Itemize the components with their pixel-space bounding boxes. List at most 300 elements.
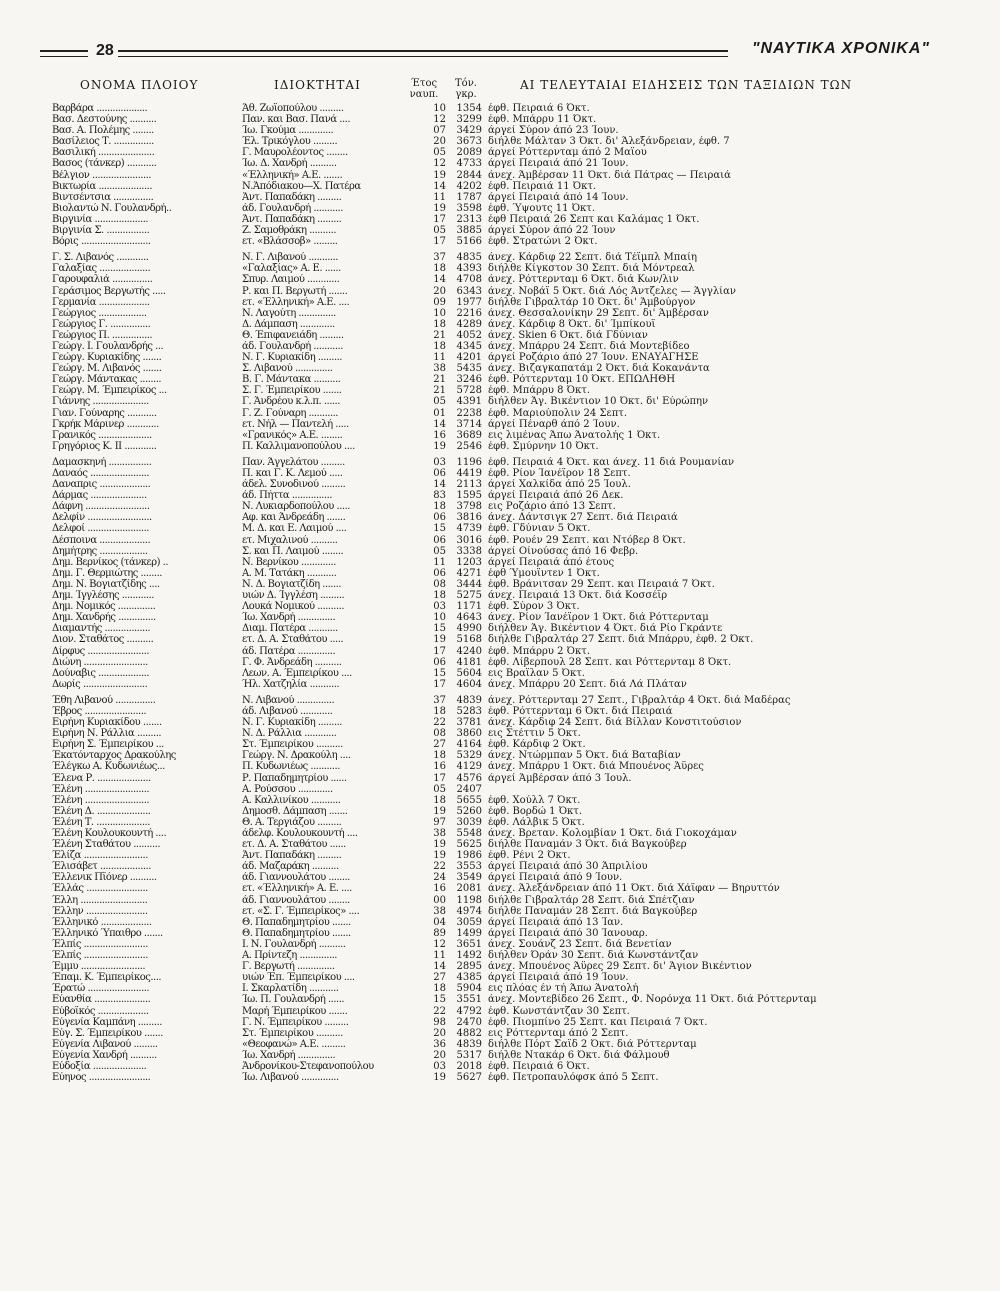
owner-name: Ν. Δ. Βογιατζίδη ....... [242,578,342,590]
table-row [52,341,952,352]
latest-news: έφθ. Σύρον 3 Όκτ. [488,601,580,613]
gross-tonnage: 5166 [456,236,482,248]
build-year: 20 [433,285,446,297]
latest-news: άργεί Ροζάριο άπό 27 Ίουν. ΕΝΑΥΑΓΗΣΕ [488,352,699,364]
build-year: 24 [433,872,446,884]
owner-name: Σπυρ. Λαιμού ............ [242,274,340,286]
build-year: 15 [433,523,446,535]
gross-tonnage: 3714 [456,418,482,430]
build-year: 19 [433,202,446,214]
gross-tonnage: 2546 [456,440,482,452]
build-year: 17 [433,645,446,657]
table-row [52,419,952,430]
owner-name: Θ. Έπιφανειάδη ......... [242,329,344,341]
latest-news: εις Ροζάριο άπό 13 Σεπτ. [488,501,616,513]
table-row [52,994,952,1005]
build-year: 06 [433,656,446,668]
table-row [52,181,952,192]
table-row [52,408,952,419]
build-year: 21 [433,374,446,386]
latest-news: έφθ. Ρουέν 29 Σεπτ. και Ντόβερ 8 Όκτ. [488,534,686,546]
owner-name: Π. και Γ. Κ. Λεμού ..... [242,468,343,479]
build-year: 10 [433,307,446,319]
gross-tonnage: 2895 [456,961,482,973]
gross-tonnage: 4385 [456,972,482,984]
latest-news: έφθ. Στρατώνι 2 Όκτ. [488,236,598,248]
ship-name: Ειρήνη Κυριακίδου ....... [52,717,162,729]
ship-name: Έλπίς ........................ [52,950,148,962]
build-year: 17 [433,772,446,784]
build-year: 11 [433,352,446,364]
owner-name: Λουκά Νομικού .......... [242,601,345,613]
latest-news: άργεί Πειραιά άπό 30 Άπριλίου [488,861,648,873]
ship-name: Δίρφυς ....................... [52,645,149,657]
build-year: 20 [433,136,446,148]
ship-name: Έρατώ ....................... [52,983,150,995]
ship-name: Εύδοξία .................... [52,1060,147,1072]
build-year: 19 [433,805,446,817]
build-year: 22 [433,717,446,729]
ship-name: Δελφοί ....................... [52,523,149,535]
gross-tonnage: 4974 [456,905,482,917]
ship-name: Έλενα Ρ. .................... [52,772,151,784]
table-row [52,490,952,501]
ship-name: Έλλενικ Πϊόνερ .......... [52,872,157,884]
latest-news: διήλθεν Όράν 30 Σεπτ. διά Κωνστάντζαν [488,950,699,962]
ship-name: Δαναπρις ................... [52,479,151,491]
owner-name: «Θεοφανώ» Α.Ε. ......... [242,1038,346,1050]
table-row [52,170,952,181]
ship-name: Εύγενία Καμπάνη ......... [52,1016,162,1028]
gross-tonnage: 2216 [456,307,482,319]
latest-news: έφθ. Ρένι 2 Όκτ. [488,850,571,862]
build-year: 22 [433,1005,446,1017]
latest-news: διήλθε Κίγκστον 30 Σεπτ. διά Μόντρεαλ [488,263,695,275]
latest-news: έφθ Πειραιά 26 Σεπτ και Καλάμας 1 Όκτ. [488,213,700,225]
latest-news: έφθ. Ρόττερνταμ 6 Όκτ. διά Πειραιά [488,705,673,717]
build-year: 10 [433,612,446,624]
table-row [52,297,952,308]
gross-tonnage: 1499 [456,927,482,939]
build-year: 19 [433,1072,446,1084]
ship-name: Δαναός ...................... [52,468,150,479]
latest-news: έφθ. Γδύνιαν 5 Όκτ. [488,523,591,535]
owner-name: Ν. Γ. Κυριακίδη ......... [242,717,342,729]
table-row [52,850,952,861]
latest-news: άργεί Χαλκίδα άπό 25 Ίουλ. [488,479,631,491]
gross-tonnage: 4576 [456,772,482,784]
gross-tonnage: 3651 [456,938,482,950]
build-year: 12 [433,158,446,170]
owner-name: Μ. Δ. και Ε. Λαιμού .... [242,523,347,535]
table-row [52,535,952,546]
owner-name: Ν. Λιβανού .............. [242,694,335,706]
gross-tonnage: 1196 [456,456,482,468]
build-year: 08 [433,728,446,740]
ship-name: Δελφίν ........................ [52,512,152,524]
ship-name: Γκρήκ Μάρινερ ............ [52,418,159,430]
latest-news: διήλθε Πόρτ Σαΐδ 2 Όκτ. διά Ρόττερνταμ [488,1038,697,1050]
owner-name: Δημοσθ. Δάμπαση ....... [242,805,348,817]
owner-name: Ν. Γ. Λιβανού ........... [242,252,338,264]
owner-name: Σ. Γ. Έμπειρίκου ....... [242,385,342,397]
owner-name: Ίω. Χανδρή .............. [242,1049,336,1061]
owner-name: άδελφ. Κουλουκουντή .... [242,828,358,839]
gross-tonnage: 4129 [456,761,482,773]
latest-news: έφθ. Κάρδιφ 2 Όκτ. [488,739,586,751]
latest-news: διήλθε Γιβραλτάρ 27 Σεπτ. διά Μπάρρυ, έφθ. 2 Όκτ. [488,634,754,646]
gross-tonnage: 4289 [456,318,482,330]
owner-name: Άντ. Παπαδάκη ......... [242,213,342,225]
table-row [52,252,952,263]
owner-name: Γ. Βεργωτή .............. [242,961,335,973]
latest-news: άργεί Ρόττερνταμ άπό 2 Μαΐου [488,147,647,159]
owner-name: «Έλληνική» Α.Ε. ....... [242,169,343,181]
build-year: 12 [433,938,446,950]
latest-news: διήλθε Παναμάν 28 Σεπτ. διά Βαγκούβερ [488,905,698,917]
build-year: 18 [433,794,446,806]
table-row [52,679,952,690]
table-row [52,939,952,950]
build-year: 27 [433,972,446,984]
gross-tonnage: 3549 [456,872,482,884]
owner-name: άδ. Λιβανού ............ [242,705,333,717]
ship-name: Δωρίς ........................ [52,678,148,690]
table-row [52,225,952,236]
gross-tonnage: 3673 [456,136,482,148]
owner-name: ετ. Δ. Α. Σταθάτου ...... [242,839,346,851]
build-year: 20 [433,1027,446,1039]
latest-news: άργεί Άμβέρσαν άπό 3 Ίουλ. [488,772,632,784]
owner-name: Ι. Ν. Γουλανδρή .......... [242,938,346,950]
gross-tonnage: 5655 [456,794,482,806]
latest-news: έφθ. Ρόττερνταμ 10 Όκτ. ΕΠΩΛΗΘΗ [488,374,676,386]
ship-name: Βασιλική ..................... [52,147,155,159]
owner-name: Άντ. Παπαδάκη ......... [242,850,342,862]
build-year: 18 [433,705,446,717]
table-row [52,706,952,717]
build-year: 38 [433,905,446,917]
gross-tonnage: 1492 [456,950,482,962]
owner-name: άδ. Γιαννουλάτου ........ [242,872,350,884]
ship-name: Εύγενία Χανδρή .......... [52,1049,157,1061]
build-year: 18 [433,263,446,275]
ship-name: Γεώργ. Μάντακας ........ [52,374,162,386]
ship-name: Έπαμ. Κ. Έμπειρίκος.... [52,972,162,984]
build-year: 38 [433,363,446,375]
ship-name: Έλέγκω Α. Κυδωνιέως... [52,761,165,773]
table-row [52,872,952,883]
build-year: 14 [433,274,446,286]
table-row [52,795,952,806]
gross-tonnage: 1203 [456,556,482,568]
build-year: 17 [433,678,446,690]
gross-tonnage: 4271 [456,567,482,579]
gross-tonnage: 5604 [456,667,482,679]
owner-name: Α. Μ. Τατάκη ........... [242,567,337,579]
build-year: 19 [433,440,446,452]
latest-news: άνεχ. Θεσσαλονίκην 29 Σεπτ. δι' Άμβέρσαν [488,307,709,319]
table-row [52,192,952,203]
owner-name: Αφ. και Άνδρεάδη ....... [242,512,346,524]
ship-name: Εύγενία Λιβανού ......... [52,1038,158,1050]
gross-tonnage: 1354 [456,103,482,114]
build-year: 83 [433,490,446,502]
owner-name: Ρ. και Π. Βεργωτή ....... [242,285,348,297]
gross-tonnage: 2844 [456,169,482,181]
owner-name: Άθ. Ζωΐοπούλου ......... [242,103,344,114]
build-year: 16 [433,429,446,441]
table-row [52,634,952,645]
table-row [52,512,952,523]
ship-name: Γεώργιος Γ. ............... [52,318,151,330]
owner-name: Σ. και Π. Λαιμού ........ [242,545,344,557]
latest-news: άνεχ. Σουάνζ 23 Σεπτ. διά Βενετίαν [488,938,672,950]
ship-name: Έλισάβετ ................... [52,861,151,873]
table-row [52,263,952,274]
owner-name: Ν. Λυκιαρδοπούλου ..... [242,501,350,513]
latest-news: άνεχ. Μπάρρυ 24 Σεπτ. διά Μοντεβίδεο [488,340,690,352]
build-year: 10 [433,103,446,114]
latest-news: άργεί Πέναρθ άπό 2 Ίουν. [488,418,620,430]
ship-name: Δάρμας ..................... [52,490,147,502]
latest-news: έφθ Ύμουΐντεν 1 Όκτ. [488,567,600,579]
table-row [52,928,952,939]
ship-name: Έλένη Δ. .................... [52,805,151,817]
owner-name: «Γαλαξίας» Α. Ε. ...... [242,263,341,275]
ship-name: Έλληνικό ................... [52,916,152,928]
ship-name: Γρανικός .................... [52,429,152,441]
table-row [52,668,952,679]
gross-tonnage: 5168 [456,634,482,646]
gross-tonnage: 4839 [456,694,482,706]
build-year: 18 [433,590,446,602]
build-year: 05 [433,396,446,408]
build-year: 07 [433,125,446,137]
ship-name: Διον. Σταθάτος .......... [52,634,154,646]
build-year: 06 [433,512,446,524]
build-year: 19 [433,839,446,851]
ship-name: Δάφνη ........................ [52,501,150,513]
owner-name: Ζ. Σαμοθράκη .......... [242,225,337,237]
latest-news: άργεί Πειραιά άπό 14 Ίουν. [488,191,629,203]
table-row [52,917,952,928]
table-row [52,523,952,534]
header-rule-left [40,50,88,57]
build-year: 36 [433,1038,446,1050]
latest-news: έφθ. Σμύρνην 10 Όκτ. [488,440,599,452]
latest-news: άργεί Πειραιά άπό 26 Δεκ. [488,490,624,502]
ship-name: Βόρις .......................... [52,236,151,248]
gross-tonnage: 5283 [456,705,482,717]
latest-news: άργεί Σύρον άπό 22 Ίουν [488,225,616,237]
table-row [52,479,952,490]
build-year: 22 [433,861,446,873]
gross-tonnage: 1977 [456,296,482,308]
gross-tonnage: 3885 [456,225,482,237]
latest-news: άργεί Πειραιά άπό 13 Ίαν. [488,916,624,928]
latest-news: έφθ. Πετροπαυλόφσκ άπό 5 Σεπτ. [488,1072,659,1084]
ship-name: Έμμυ ........................ [52,961,146,973]
latest-news: άργεί Πειραιά άπό έτους [488,556,615,568]
build-year: 27 [433,739,446,751]
build-year: 03 [433,456,446,468]
table-row [52,983,952,994]
build-year: 20 [433,1049,446,1061]
gross-tonnage: 2238 [456,407,482,419]
table-row [52,950,952,961]
table-row [52,961,952,972]
table-row [52,203,952,214]
build-year: 03 [433,1060,446,1072]
gross-tonnage: 5548 [456,828,482,839]
build-year: 04 [433,916,446,928]
build-year: 19 [433,634,446,646]
table-row [52,546,952,557]
table-row [52,501,952,512]
gross-tonnage: 4164 [456,739,482,751]
table-row [52,308,952,319]
ship-name: Διαμαντής ................. [52,623,151,635]
owner-name: Άνδρονίκου-Στεφανοπούλου [242,1060,374,1072]
ship-name: Έλένη Κουλουκουντή .... [52,828,167,839]
gross-tonnage: 4419 [456,468,482,479]
owner-name: Έλ. Τρικόγλου ......... [242,136,338,148]
table-row [52,1028,952,1039]
gross-tonnage: 4733 [456,158,482,170]
gross-tonnage: 4708 [456,274,482,286]
ship-name: Δαμασκηνή ................ [52,456,152,468]
gross-tonnage: 2081 [456,883,482,895]
latest-news: έφθ. Χούλλ 7 Όκτ. [488,794,581,806]
gross-tonnage: 3444 [456,578,482,590]
owner-name: Ρ. Παπαδημητρίου ...... [242,772,347,784]
owner-name: Θ. Παπαδημητρίου ....... [242,927,351,939]
ship-name: Δημ. Ν. Βογιατζίδης .... [52,578,160,590]
owner-name: Στ. Έμπειρίκου .......... [242,1027,343,1039]
header-rule-right [118,50,728,57]
owner-name: Α. Καλλινίκου ........... [242,794,341,806]
owner-name: Διαμ. Πατέρα ........... [242,623,338,635]
ship-name: Βαρβάρα ................... [52,103,148,114]
owner-name: Θ. Α. Τεργιάζου ......... [242,816,342,828]
latest-news: διήλθε Μάλταν 3 Όκτ. δι' Άλεξάνδρειαν, έφθ. 7 [488,136,730,148]
build-year: 05 [433,545,446,557]
gross-tonnage: 4391 [456,396,482,408]
ship-name: Γιαν. Γούναρης ........... [52,407,157,419]
table-row [52,784,952,795]
ship-name: Έθη Λιβανού ............... [52,694,156,706]
ship-name: Δημ. Ίγγλέσης ............ [52,590,154,602]
table-row [52,612,952,623]
gross-tonnage: 4202 [456,180,482,192]
latest-news: έφθ. Ρίον Ίανέϊρον 18 Σεπτ. [488,468,631,479]
ship-name: Έλπίς ........................ [52,938,148,950]
owner-name: άδ. Πήττα ............... [242,490,333,502]
gross-tonnage: 3246 [456,374,482,386]
latest-news: άργεί Σύρον άπό 23 Ίουν. [488,125,619,137]
build-year: 15 [433,994,446,1006]
build-year: 98 [433,1016,446,1028]
owner-name: Π. Κυδωνιέως ........... [242,761,340,773]
gross-tonnage: 5627 [456,1072,482,1084]
latest-news: έφθ. Λίβερπουλ 28 Σεπτ. και Ρόττερνταμ 8 Όκτ. [488,656,732,668]
table-row [52,590,952,601]
build-year: 06 [433,468,446,479]
gross-tonnage: 3598 [456,202,482,214]
owner-name: Άντ. Παπαδάκη ......... [242,191,342,203]
latest-news: άργεί Πειραιά άπό 9 Ίουν. [488,872,623,884]
latest-news: διήλθε Ντακάρ 6 Όκτ. διά Φάλμουθ [488,1049,670,1061]
owner-name: Α. Πρίντεζη .............. [242,950,337,962]
build-year: 16 [433,883,446,895]
table-row [52,136,952,147]
owner-name: Γ. Ζ. Γούναρη ........... [242,407,338,419]
latest-news: άνεχ. Ντώρμπαν 5 Όκτ. διά Βαταβίαν [488,750,681,762]
table-row [52,839,952,850]
table-row [52,374,952,385]
latest-news: άνεχ. Ρόττερνταμ 6 Όκτ. διά Κων/λιν [488,274,679,286]
build-year: 18 [433,983,446,995]
gross-tonnage: 5904 [456,983,482,995]
table-row [52,828,952,839]
build-year: 14 [433,180,446,192]
latest-news: εις Στέττιν 5 Όκτ. [488,728,581,740]
table-row [52,158,952,169]
gross-tonnage: 4181 [456,656,482,668]
ship-name: Έλένη Τ. .................... [52,816,150,828]
ship-name: Γεώργ. Ι. Γουλανδρής ... [52,340,164,352]
gross-tonnage: 2313 [456,213,482,225]
owner-name: Γ. Μαυρολέοντος ........ [242,147,348,159]
table-row [52,103,952,114]
table-row [52,623,952,634]
latest-news: έφθ. Μπάρρυ 2 Όκτ. [488,645,590,657]
ship-name: Γρηγόριος Κ. ΙΙ ............ [52,440,157,452]
ship-name: Γαρουφαλιά ............... [52,274,153,286]
ship-name: Δούναβις ................... [52,667,150,679]
build-year: 38 [433,828,446,839]
build-year: 11 [433,556,446,568]
latest-news: άνεχ. Νοβάϊ 5 Όκτ. διά Λός Άντζελες — Άγγλίαν [488,285,736,297]
latest-news: εις λιμένας Άπω Άνατολής 1 Όκτ. [488,429,661,441]
owner-name: Παν. Άγγελάτου ......... [242,456,345,468]
gross-tonnage: 4882 [456,1027,482,1039]
build-year: 11 [433,950,446,962]
owner-name: Ίω. Γκούμα ............. [242,125,334,137]
ship-name: Ειρήνη Ν. Ράλλια ......... [52,728,162,740]
latest-news: έφθ. Μπάρρυ 8 Όκτ. [488,385,590,397]
owner-name: Β. Γ. Μάντακα .......... [242,374,341,386]
table-row [52,352,952,363]
ship-name: Δημήτρης .................. [52,545,148,557]
owner-name: άδ. Μαζαράκη .......... [242,861,339,873]
journal-title: "ΝΑΥΤΙΚΑ ΧΡΟΝΙΚΑ" [746,40,930,58]
ship-name: Έκατόνταρχος Δρακούλης [52,750,176,762]
ship-name: Έλένη Σταθάτου .......... [52,839,160,851]
table-row [52,363,952,374]
table-row [52,739,952,750]
owner-name: Ν. Γ. Κυριακίδη ......... [242,352,342,364]
ship-name: Βασ. Α. Πολέμης ........ [52,125,154,137]
latest-news: έφθ. Πειραιά 4 Όκτ. και άνεχ. 11 διά Ρουμανίαν [488,456,735,468]
ship-name: Έλένη ........................ [52,794,150,806]
ship-name: Δημ. Χανδρής .............. [52,612,156,624]
gross-tonnage: 4393 [456,263,482,275]
ship-name: Γεώργιος Π. ............... [52,329,153,341]
owner-name: Ν. Λαγούτη .............. [242,307,336,319]
build-year: 17 [433,236,446,248]
